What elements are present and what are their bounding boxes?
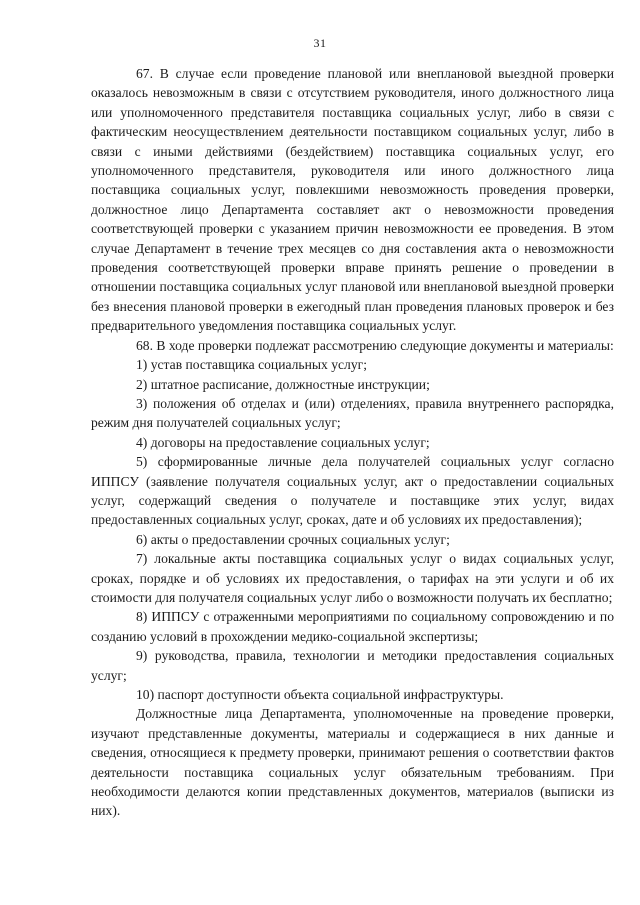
page-number: 31 [313,36,327,50]
paragraph-68-intro: 68. В ходе проверки подлежат рассмотрению следующие документы и материалы: [136,337,614,353]
list-item-7: 7) локальные акты поставщика социальных услуг о видах социальных услуг, сроках, порядке и об условиях их предоставления, о тарифах на эти услуги и об их стоимости для получателя социальных услуг либо о возможности получать их бесплатно; [91,551,614,605]
list-item-8: 8) ИППСУ с отраженными мероприятиями по социальному сопровождению и по созданию условий в прохождении медико-социальной экспертизы; [91,609,614,644]
list-item-3: 3) положения об отделах и (или) отделениях, правила внутреннего распорядка, режим дня получателей социальных услуг; [91,395,614,431]
closing-paragraph: Должностные лица Департамента, уполномоченные на проведение проверки, изучают представленные документы, материалы и содержащиеся в них данные и сведения, относящиеся к предмету проверки, принимают решения о соответствии фактов деятельности поставщика социальных услуг обязательным требованиям. При необходимости делаются копии представленных документов, материалов (выписки из них). [91,706,614,819]
list-item-2: 2) штатное расписание, должностные инструкции; [136,376,430,392]
list-item-5: 5) сформированные личные дела получателей социальных услуг согласно ИППСУ (заявление получателя социальных услуг, акт о предоставлении социальных услуг, содержащий сведения о получателе и поставщике этих услуг, видах предоставленных социальных услуг, сроках, дате и об условиях их предоставления); [91,454,614,528]
list-item-1: 1) устав поставщика социальных услуг; [136,357,367,373]
paragraph-67: 67. В случае если проведение плановой или внеплановой выездной проверки оказалось невозможным в связи с отсутствием руководителя, иного должностного лица или уполномоченного представителя поставщика социальных услуг, либо в связи с фактическим неосуществлением деятельности поставщиком социальных услуг, либо в связи с иными действиями (бездействием) поставщика социальных услуг, его уполномоченного представителя, руководителя или иного должностного лица поставщика социальных услуг, повлекшими невозможность проведения проверки, должностное лицо Департамента составляет акт о невозможности проведения соответствующей проверки с указанием причин невозможности ее проведения. В этом случае Департамент в течение трех месяцев со дня составления акта о невозможности проведения соответствующей проверки вправе принять решение о проведении в отношении поставщика социальных услуг плановой или внеплановой выездной проверки без внесения плановой проверки в ежегодный план проведения плановых проверок и без предварительного уведомления поставщика социальных услуг. [91,66,614,334]
list-item-4: 4) договоры на предоставление социальных услуг; [136,434,430,450]
list-item-9: 9) руководства, правила, технологии и методики предоставления социальных услуг; [91,648,614,683]
list-item-10: 10) паспорт доступности объекта социальной инфраструктуры. [136,687,504,702]
document-body [91,64,614,821]
list-item-6: 6) акты о предоставлении срочных социальных услуг; [136,531,450,547]
